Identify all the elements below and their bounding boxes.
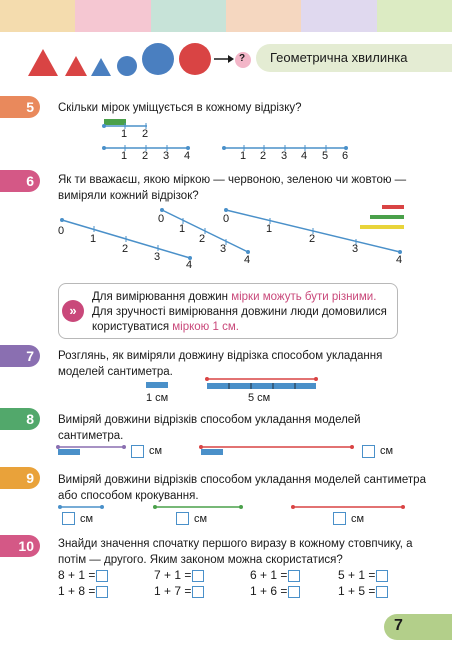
page-title: Геометрична хвилинка	[270, 50, 408, 65]
tick-label: 2	[199, 233, 206, 245]
info-text-part: користуватися	[92, 321, 173, 333]
task-5-text: Скільки мірок уміщується в кожному відрізку?	[58, 102, 302, 114]
green-measure	[370, 215, 404, 219]
cm-label-1: 1 см	[146, 392, 169, 404]
task-6-figures	[0, 200, 452, 270]
arrow-head-icon	[228, 55, 234, 63]
expression	[154, 568, 204, 582]
green-measure	[104, 119, 126, 125]
page-number: 7	[394, 617, 403, 634]
task-number-10: 10	[0, 535, 40, 557]
answer-box[interactable]	[288, 586, 300, 598]
task-number-5: 5	[0, 96, 40, 118]
task-number-9: 9	[0, 467, 40, 489]
answer-box[interactable]	[376, 586, 388, 598]
tick-label: 3	[281, 150, 288, 162]
tick-label: 2	[309, 233, 316, 245]
answer-box[interactable]	[96, 570, 108, 582]
info-line-2: Для зручності вимірювання довжини люди домовилися	[92, 306, 387, 318]
unit-label: см	[194, 513, 208, 525]
tick-label: 3	[163, 150, 170, 162]
blue-triangle	[91, 58, 111, 76]
expression	[250, 584, 300, 598]
answer-box[interactable]	[288, 570, 300, 582]
task-7-text: Розглянь, як виміряли довжину відрізка способом укладання моделей сантиметра.	[58, 350, 383, 378]
expression-text: 5 + 1 =	[338, 568, 376, 582]
info-line-1	[92, 290, 392, 305]
red-measure	[382, 205, 404, 209]
tick-label: 2	[142, 128, 149, 140]
answer-box[interactable]	[362, 445, 375, 458]
tick-label: 1	[240, 150, 247, 162]
tick-label: 2	[260, 150, 267, 162]
red-circle	[179, 43, 211, 75]
expression	[338, 568, 388, 582]
strip-block	[151, 0, 226, 32]
tick-label: 1	[179, 223, 186, 235]
expression-text: 1 + 6 =	[250, 584, 288, 598]
expression	[250, 568, 300, 582]
info-text	[92, 290, 392, 335]
tick-label: 4	[244, 254, 251, 266]
tick-label: 1	[90, 233, 97, 245]
big-red-triangle	[28, 49, 58, 76]
strip-block	[377, 0, 452, 32]
strip-block	[226, 0, 301, 32]
double-chevron-icon: »	[62, 300, 84, 322]
blue-circle	[142, 43, 174, 75]
info-line-3	[92, 320, 392, 335]
info-highlight: мірки можуть бути різними.	[231, 291, 377, 303]
cm-model	[146, 382, 168, 388]
task-5-figures	[0, 116, 452, 166]
tick-label: 6	[342, 150, 349, 162]
expression-text: 8 + 1 =	[58, 568, 96, 582]
tick-label: 1	[121, 150, 128, 162]
tick-label: 4	[301, 150, 308, 162]
answer-box[interactable]	[176, 512, 189, 525]
task-number-8: 8	[0, 408, 40, 430]
expression-text: 1 + 7 =	[154, 584, 192, 598]
tick-label: 3	[352, 243, 359, 255]
yellow-measure	[360, 225, 404, 229]
expression	[154, 584, 204, 598]
strip-block	[301, 0, 376, 32]
expression	[58, 584, 108, 598]
answer-box[interactable]	[131, 445, 144, 458]
answer-box[interactable]	[333, 512, 346, 525]
unit-label: см	[149, 445, 163, 457]
answer-box[interactable]	[192, 586, 204, 598]
expression	[58, 568, 108, 582]
unit-label: см	[80, 513, 94, 525]
task-number-7: 7	[0, 345, 40, 367]
task-8-text: Виміряй довжини відрізків способом укладання моделей сантиметра.	[58, 414, 361, 442]
task-7-figures	[0, 375, 452, 395]
tick-label: 0	[158, 213, 165, 225]
tick-label: 4	[396, 254, 403, 266]
expression-text: 7 + 1 =	[154, 568, 192, 582]
info-text-part: Для вимірювання довжин	[92, 291, 232, 303]
tick-label: 5	[322, 150, 329, 162]
tick-label: 0	[223, 213, 230, 225]
task-10-text: Знайди значення спочатку першого виразу в кожному стовпчику, а потім — другого. Яким законом можна скористатися?	[58, 538, 413, 566]
tick-label: 2	[122, 243, 129, 255]
tick-label: 2	[142, 150, 149, 162]
info-highlight: міркою 1 см.	[172, 321, 239, 333]
answer-box[interactable]	[376, 570, 388, 582]
expression-text: 6 + 1 =	[250, 568, 288, 582]
expression-text: 1 + 8 =	[58, 584, 96, 598]
tick-label: 3	[220, 243, 227, 255]
cm-label-5: 5 см	[248, 392, 271, 404]
tick-label: 4	[184, 150, 191, 162]
tick-label: 0	[58, 225, 65, 237]
expression	[338, 584, 388, 598]
tick-label: 4	[186, 259, 193, 271]
strip-block	[75, 0, 150, 32]
tick-label: 3	[154, 251, 161, 263]
task-number-6: 6	[0, 170, 40, 192]
unit-label: см	[380, 445, 394, 457]
task-6-text: Як ти вважаєш, якою міркою — червоною, зеленою чи жовтою — виміряли кожний відрізок?	[58, 174, 407, 202]
tick-label: 1	[121, 128, 128, 140]
unit-label: см	[351, 513, 365, 525]
shape-sequence	[0, 32, 260, 88]
strip-block	[0, 0, 75, 32]
task-9-text: Виміряй довжини відрізків способом укладання моделей сантиметра або способом крокування.	[58, 474, 426, 502]
question-mark: ?	[239, 53, 246, 64]
top-color-strip	[0, 0, 452, 32]
answer-box[interactable]	[192, 570, 204, 582]
small-blue-circle	[117, 56, 137, 76]
red-triangle	[65, 56, 87, 76]
answer-box[interactable]	[96, 586, 108, 598]
tick-label: 1	[266, 223, 273, 235]
cm-models-row	[207, 383, 316, 389]
expression-text: 1 + 5 =	[338, 584, 376, 598]
answer-box[interactable]	[62, 512, 75, 525]
